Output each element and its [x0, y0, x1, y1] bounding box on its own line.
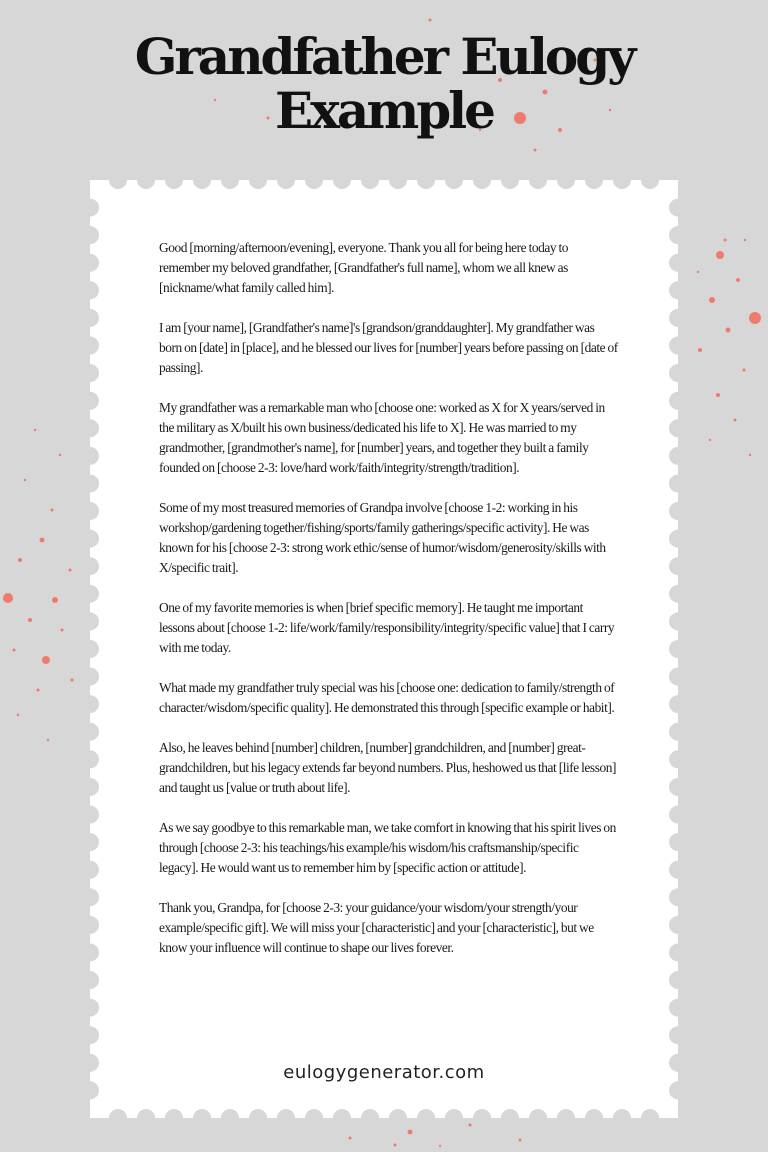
perforation-hole [669, 861, 687, 879]
perforation-hole [669, 640, 687, 658]
perforation-hole [137, 171, 155, 189]
perforation-hole [333, 171, 351, 189]
perforation-hole [81, 585, 99, 603]
perforation-hole [277, 171, 295, 189]
paragraph-6: What made my grandfather truly special was his [choose one: dedication to family/strength of character/wisdom/specific quality]. He demonstrated this through [specific example or habit]. [159, 680, 615, 715]
perforation-hole [81, 474, 99, 492]
perforation-hole [221, 171, 239, 189]
perforation-hole [249, 1109, 267, 1127]
perforation-hole [389, 1109, 407, 1127]
perforation-hole [193, 1109, 211, 1127]
website-footer: eulogygenerator.com [283, 1062, 485, 1083]
perforation-hole [669, 612, 687, 630]
perforation-hole [669, 778, 687, 796]
perforation-hole [473, 171, 491, 189]
perforation-hole [669, 1081, 687, 1099]
perforation-hole [81, 309, 99, 327]
perforation-hole [81, 723, 99, 741]
perforation-hole [81, 392, 99, 410]
perforation-hole [249, 171, 267, 189]
perforation-hole [669, 750, 687, 768]
perforation-hole [669, 530, 687, 548]
perforation-hole [417, 171, 435, 189]
paragraph-2: I am [your name], [Grandfather's name]'s [grandson/granddaughter]. My grandfather was born on [date] in [place], and he blessed our lives for [number] years before passing on [date of passing]. [159, 320, 618, 375]
perforation-hole [81, 281, 99, 299]
perforation-hole [81, 530, 99, 548]
perforation-hole [585, 171, 603, 189]
paragraph-9: Thank you, Grandpa, for [choose 2-3: your guidance/your wisdom/your strength/your example/specific gift]. We will miss your [characteristic] and your [characteristic], but we know your influence will continue to shape our lives forever. [159, 900, 594, 955]
perforation-hole [473, 1109, 491, 1127]
perforation-hole [81, 199, 99, 217]
perforation-hole [81, 750, 99, 768]
perforation-hole [277, 1109, 295, 1127]
perforation-hole [81, 557, 99, 575]
perforation-hole [81, 612, 99, 630]
perforation-hole [193, 171, 211, 189]
perforation-hole [81, 833, 99, 851]
perforation-hole [669, 502, 687, 520]
title-line-1: Grandfather Eulogy [134, 27, 634, 86]
perforation-hole [361, 171, 379, 189]
paragraph-8: As we say goodbye to this remarkable man, we take comfort in knowing that his spirit lives on through [choose 2-3: his teachings/his example/his wisdom/his craftsmanship/specific legacy]. He would want us to remember him by [specific action or attitude]. [159, 820, 616, 875]
page-title [0, 27, 768, 140]
perforation-hole [669, 447, 687, 465]
perforation-hole [81, 502, 99, 520]
perforation-hole [445, 171, 463, 189]
perforation-hole [669, 254, 687, 272]
perforation-hole [81, 888, 99, 906]
paragraph-4: Some of my most treasured memories of Grandpa involve [choose 1-2: working in his workshop/gardening together/fishing/sports/family gatherings/specific activity]. He was known for his [choose 2-3: strong work ethic/sense of humor/wisdom/generosity/skills with X/specific trait]. [159, 500, 606, 575]
perforation-hole [669, 557, 687, 575]
perforation-hole [305, 1109, 323, 1127]
perforation-hole [81, 226, 99, 244]
perforation-hole [81, 254, 99, 272]
perforation-hole [81, 668, 99, 686]
perforation-hole [81, 916, 99, 934]
perforation-hole [529, 1109, 547, 1127]
perforation-hole [361, 1109, 379, 1127]
perforation-hole [137, 1109, 155, 1127]
perforation-hole [501, 171, 519, 189]
perforation-hole [81, 447, 99, 465]
perforation-hole [641, 171, 659, 189]
perforation-hole [81, 419, 99, 437]
perforation-hole [669, 668, 687, 686]
perforation-hole [669, 695, 687, 713]
perforation-hole [81, 695, 99, 713]
perforation-hole [669, 226, 687, 244]
perforation-hole [669, 971, 687, 989]
perforation-hole [669, 806, 687, 824]
perforation-hole [669, 419, 687, 437]
perforation-hole [109, 1109, 127, 1127]
perforation-hole [389, 171, 407, 189]
perforation-hole [501, 1109, 519, 1127]
perforation-hole [613, 1109, 631, 1127]
perforation-hole [81, 971, 99, 989]
perforation-hole [669, 943, 687, 961]
perforation-hole [557, 1109, 575, 1127]
perforation-hole [669, 888, 687, 906]
perforation-hole [81, 778, 99, 796]
perforation-hole [529, 171, 547, 189]
perforation-hole [669, 916, 687, 934]
perforation-hole [669, 474, 687, 492]
paragraph-1: Good [morning/afternoon/evening], everyone. Thank you all for being here today to remember my beloved grandfather, [Grandfather's full name], whom we all knew as [nickname/what family called him]. [159, 240, 568, 295]
perforation-hole [81, 337, 99, 355]
perforation-hole [81, 1026, 99, 1044]
perforation-hole [81, 861, 99, 879]
perforation-hole [445, 1109, 463, 1127]
perforation-hole [585, 1109, 603, 1127]
perforation-hole [669, 199, 687, 217]
perforation-hole [165, 1109, 183, 1127]
title-line-2: Example [275, 81, 493, 140]
perforation-hole [669, 999, 687, 1017]
paragraph-3: My grandfather was a remarkable man who [choose one: worked as X for X years/served in the military as X/built his own business/dedicated his life to X]. He was married to my grandmother, [grandmother's name], for [number] years, and together they built a family founded on [choose 2-3: love/hard work/faith/integrity/strength/tradition]. [159, 400, 605, 475]
perforation-hole [81, 806, 99, 824]
perforation-hole [81, 999, 99, 1017]
perforation-hole [669, 723, 687, 741]
perforation-hole [81, 943, 99, 961]
paragraph-7: Also, he leaves behind [number] children, [number] grandchildren, and [number] great-grandchildren, but his legacy extends far beyond numbers. Plus, heshowed us that [life lesson] and taught us [value or truth about life]. [159, 740, 616, 795]
perforation-hole [669, 337, 687, 355]
perforation-hole [669, 833, 687, 851]
perforation-hole [641, 1109, 659, 1127]
perforation-hole [109, 171, 127, 189]
perforation-hole [221, 1109, 239, 1127]
perforation-hole [669, 585, 687, 603]
perforation-hole [165, 171, 183, 189]
perforation-hole [669, 364, 687, 382]
perforation-hole [669, 1026, 687, 1044]
perforation-hole [81, 1081, 99, 1099]
perforation-hole [81, 640, 99, 658]
paragraph-5: One of my favorite memories is when [brief specific memory]. He taught me important lessons about [choose 1-2: life/work/family/responsibility/integrity/specific value] that I carry with me today. [159, 600, 615, 655]
perforation-hole [557, 171, 575, 189]
perforation-hole [333, 1109, 351, 1127]
eulogy-text [159, 238, 619, 978]
perforation-hole [669, 392, 687, 410]
perforation-hole [417, 1109, 435, 1127]
perforation-hole [613, 171, 631, 189]
perforation-hole [669, 309, 687, 327]
perforation-hole [669, 281, 687, 299]
perforation-hole [81, 364, 99, 382]
perforation-hole [305, 171, 323, 189]
